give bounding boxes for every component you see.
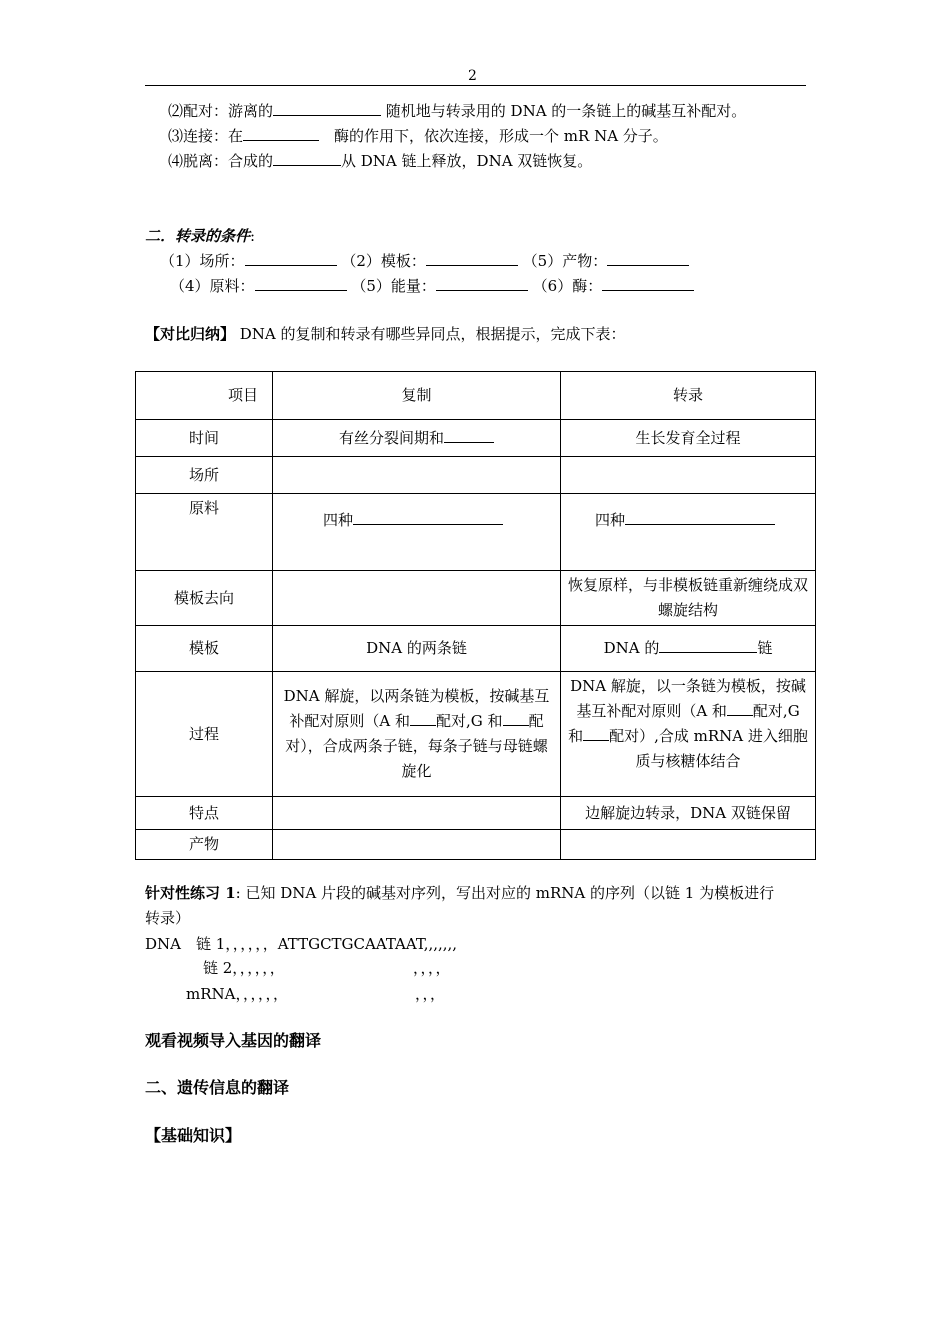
cell[interactable]: [561, 830, 816, 860]
row-label: 产物: [136, 830, 273, 860]
header-transcribe: 转录: [561, 372, 816, 420]
exercise-mrna-tail: ，，，: [415, 985, 446, 1003]
row-label: 场所: [136, 457, 273, 494]
row-label: 原料: [136, 494, 273, 571]
table-row: [136, 571, 816, 626]
page-number: 2: [468, 68, 477, 84]
row-label: 模板: [136, 626, 273, 672]
table-row: [136, 626, 816, 672]
row-label: 过程: [136, 672, 273, 797]
conditions-row-2: （4）原料： （5）能量： （6）酶：: [170, 275, 694, 296]
blank[interactable]: [410, 710, 436, 726]
comparison-table: [135, 371, 816, 860]
cell: DNA 解旋，以两条链为模板，按碱基互补配对原则（A 和 配对,G 和 配对），合成两条子链，每条子链与母链螺旋化: [273, 672, 561, 797]
header-copy: 复制: [273, 372, 561, 420]
blank[interactable]: [583, 725, 609, 741]
compare-intro: 【对比归纳】 DNA 的复制和转录有哪些异同点，根据提示，完成下表：: [145, 325, 626, 343]
exercise-strand-2-tail: ，，，，: [413, 959, 451, 977]
conditions-row-1: （1）场所： （2）模板： （5）产物：: [160, 250, 689, 271]
header-item: 项目: [136, 372, 273, 420]
cell: 四种: [273, 494, 561, 571]
blank[interactable]: [273, 150, 341, 166]
table-row: [136, 830, 816, 860]
cell: 恢复原样，与非模板链重新缠绕成双螺旋结构: [561, 571, 816, 626]
exercise-strand-2: 链 2，，，，，，: [203, 959, 285, 977]
cell: 有丝分裂间期和: [273, 420, 561, 457]
step-release: ⑷脱离：合成的 从 DNA 链上释放，DNA 双链恢复。: [168, 152, 593, 170]
blank[interactable]: [353, 509, 503, 525]
table-row: [136, 420, 816, 457]
blank[interactable]: [273, 100, 381, 116]
blank[interactable]: [243, 125, 319, 141]
cell[interactable]: [273, 830, 561, 860]
blank[interactable]: [727, 700, 753, 716]
blank[interactable]: [255, 275, 347, 291]
cell: 边解旋边转录，DNA 双链保留: [561, 797, 816, 830]
blank[interactable]: [436, 275, 528, 291]
table-header-row: [136, 372, 816, 420]
step-pairing: ⑵配对：游离的 随机地与转录用的 DNA 的一条链上的碱基互补配对。: [168, 102, 747, 120]
exercise-strand-1: DNA 链 1，，，，，，ATTGCTGCAATAAT,,,,,,,: [145, 935, 458, 953]
exercise-prompt: 针对性练习 1: 已知 DNA 片段的碱基对序列，写出对应的 mRNA 的序列（以链 1 为模板进行: [145, 884, 775, 902]
heading-basics: 【基础知识】: [145, 1126, 242, 1145]
blank[interactable]: [625, 509, 775, 525]
table-row: [136, 494, 816, 571]
blank[interactable]: [659, 637, 757, 653]
exercise-prompt-cont: 转录）: [145, 909, 191, 927]
blank[interactable]: [503, 710, 529, 726]
step-linking: ⑶连接：在 酶的作用下，依次连接，形成一个 mR NA 分子。: [168, 127, 668, 145]
cell[interactable]: [273, 457, 561, 494]
header-rule: [145, 85, 806, 86]
row-label: 特点: [136, 797, 273, 830]
cell[interactable]: [273, 571, 561, 626]
blank[interactable]: [426, 250, 518, 266]
cell[interactable]: [273, 797, 561, 830]
row-label: 时间: [136, 420, 273, 457]
row-label: 模板去向: [136, 571, 273, 626]
table-row: [136, 797, 816, 830]
conditions-heading: 二．转录的条件:: [145, 227, 256, 245]
cell: 四种: [561, 494, 816, 571]
heading-video: 观看视频导入基因的翻译: [145, 1031, 322, 1050]
blank[interactable]: [245, 250, 337, 266]
blank[interactable]: [444, 427, 494, 443]
table-row: [136, 457, 816, 494]
heading-translation: 二、遗传信息的翻译: [145, 1078, 290, 1097]
cell: 生长发育全过程: [561, 420, 816, 457]
cell[interactable]: [561, 457, 816, 494]
exercise-mrna: mRNA，，，，，，: [186, 985, 288, 1003]
blank[interactable]: [602, 275, 694, 291]
cell: DNA 的 链: [561, 626, 816, 672]
cell: DNA 的两条链: [273, 626, 561, 672]
table-row: [136, 672, 816, 797]
cell: DNA 解旋，以一条链为模板，按碱基互补配对原则（A 和 配对,G 和 配对）,合成 mRNA 进入细胞质与核糖体结合: [561, 672, 816, 797]
blank[interactable]: [607, 250, 689, 266]
